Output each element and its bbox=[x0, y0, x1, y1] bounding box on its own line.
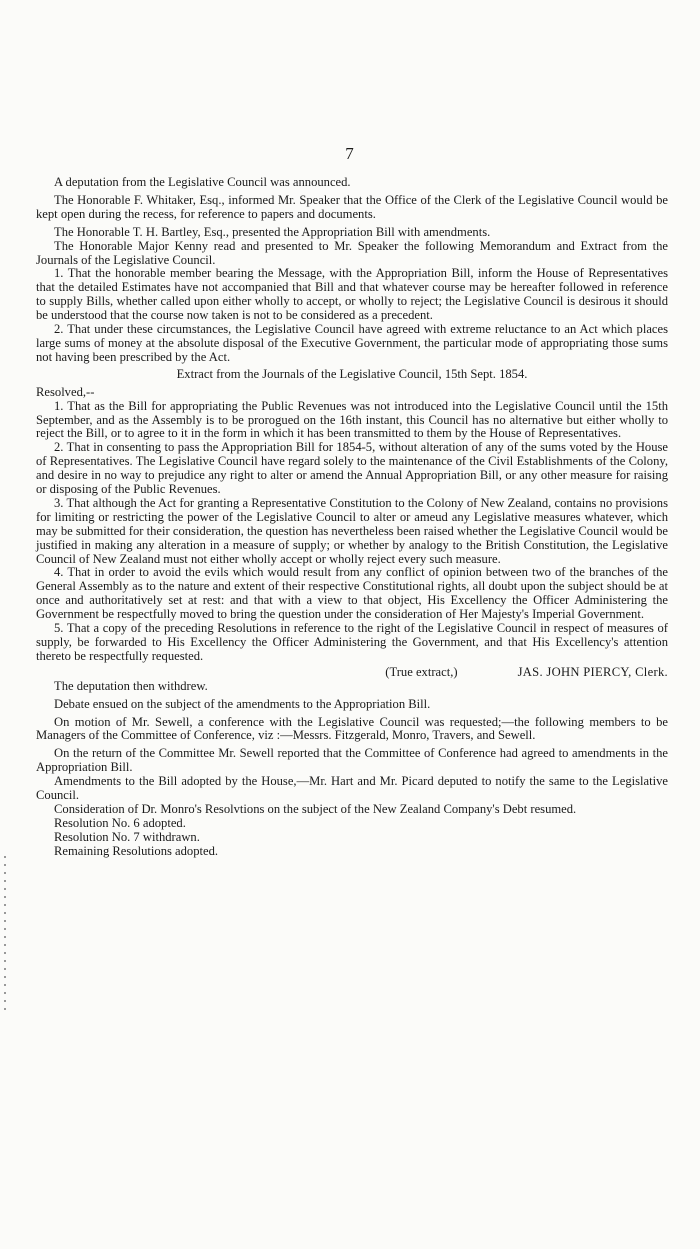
resolution: 1. That as the Bill for appropriating the Public Revenues was not introduced into the Legislative Council until the 15th September, and as the Assembly is to be prorogued on the 16th instant, this Council has no alternative but either wholly to reject the Bill, or to agree to it in the form in which it has been transmitted to them by the House of Representatives. bbox=[36, 398, 668, 441]
paragraph: Consideration of Dr. Monro's Resolvtions on the subject of the New Zealand Company's Debt resumed. bbox=[54, 801, 577, 816]
document-body bbox=[36, 176, 668, 859]
resolved-label: Resolved,-- bbox=[36, 384, 95, 399]
margin-marks bbox=[4, 850, 12, 1016]
paragraph: Remaining Resolutions adopted. bbox=[54, 843, 219, 858]
paragraph: The deputation then withdrew. bbox=[54, 678, 208, 693]
paragraph: The Honorable T. H. Bartley, Esq., presented the Appropriation Bill with amendments. bbox=[54, 224, 491, 239]
paragraph: On motion of Mr. Sewell, a conference with the Legislative Council was requested;—the following members to be Managers of the Committee of Conference, viz :—Messrs. Fitzgerald, Monro, Travers, and Sewell. bbox=[36, 714, 668, 743]
resolution: 3. That although the Act for granting a Representative Constitution to the Colony of New Zealand, contains no provisions for limiting or restricting the power of the Legislative Council to alter or ameud any Legislative measures whatever, which may be submitted for their consideration, the question has nevertheless been raised whether the Legislative Council would be justified in making any alteration in a measure of supply; or whether by analogy to the British Constitution, the Legislative Council of New Zealand must not either wholly accept or wholly reject every such measure. bbox=[36, 495, 668, 566]
resolution: 4. That in order to avoid the evils which would result from any conflict of opinion between two of the branches of the General Assembly as to the nature and extent of their respective Constitutional rights, all doubt upon the subject should be at once and authoritatively set at rest: and that with a view to that object, His Excellency the Officer Administering the Government be respectfully moved to bring the question under the consideration of Her Majesty's Imperial Government. bbox=[36, 565, 668, 622]
true-extract-label: (True extract,) bbox=[385, 664, 458, 679]
paragraph: The Honorable Major Kenny read and presented to Mr. Speaker the following Memorandum and Extract from the Journals of the Legislative Council. bbox=[36, 238, 668, 267]
signature-line bbox=[36, 666, 668, 680]
paragraph: A deputation from the Legislative Council was announced. bbox=[54, 175, 351, 189]
paragraph: Resolution No. 6 adopted. bbox=[54, 815, 186, 830]
paragraph: On the return of the Committee Mr. Sewell reported that the Committee of Conference had agreed to amendments in the Appropriation Bill. bbox=[36, 746, 668, 775]
page-number: 7 bbox=[345, 144, 355, 163]
paragraph: Resolution No. 7 withdrawn. bbox=[54, 829, 200, 844]
paragraph: Debate ensued on the subject of the amendments to the Appropriation Bill. bbox=[54, 696, 431, 711]
paragraph: Amendments to the Bill adopted by the House,—Mr. Hart and Mr. Picard deputed to notify the same to the Legislative Council. bbox=[36, 774, 668, 803]
resolution: 5. That a copy of the preceding Resolutions in reference to the right of the Legislative Council in respect of measures of supply, be forwarded to His Excellency the Officer Administering the Government, and that His Excellency's attention thereto be respectfully requested. bbox=[36, 621, 668, 663]
extract-title: Extract from the Journals of the Legislative Council, 15th Sept. 1854. bbox=[176, 366, 528, 381]
memorandum-item: 1. That the honorable member bearing the Message, with the Appropriation Bill, inform the House of Representatives that the detailed Estimates have not accompanied that Bill and that whatever course may be hereafter followed in reference to supply Bills, whether called upon either wholly to accept, or wholly to reject; the Legislative Council is desirous it should be understood that the course now taken is not to be considered as a precedent. bbox=[36, 266, 668, 323]
memorandum-item: 2. That under these circumstances, the Legislative Council have agreed with extreme reluctance to an Act which places large sums of money at the absolute disposal of the Executive Government, the particular mode of appropriating those sums not having been prescribed by the Act. bbox=[36, 322, 668, 364]
clerk-signature: JAS. JOHN PIERCY, Clerk. bbox=[517, 664, 668, 679]
resolution: 2. That in consenting to pass the Appropriation Bill for 1854-5, without alteration of any of the sums voted by the House of Representatives. The Legislative Council have regard solely to the maintenance of the Civil Establishments of the Colony, and desire in no way to prejudice any right to alter or amend the Annual Appropriation Bill, or any other measure for raising or disposing of the Public Revenues. bbox=[36, 440, 668, 497]
paragraph: The Honorable F. Whitaker, Esq., informed Mr. Speaker that the Office of the Clerk of the Legislative Council would be kept open during the recess, for reference to papers and documents. bbox=[36, 192, 668, 221]
